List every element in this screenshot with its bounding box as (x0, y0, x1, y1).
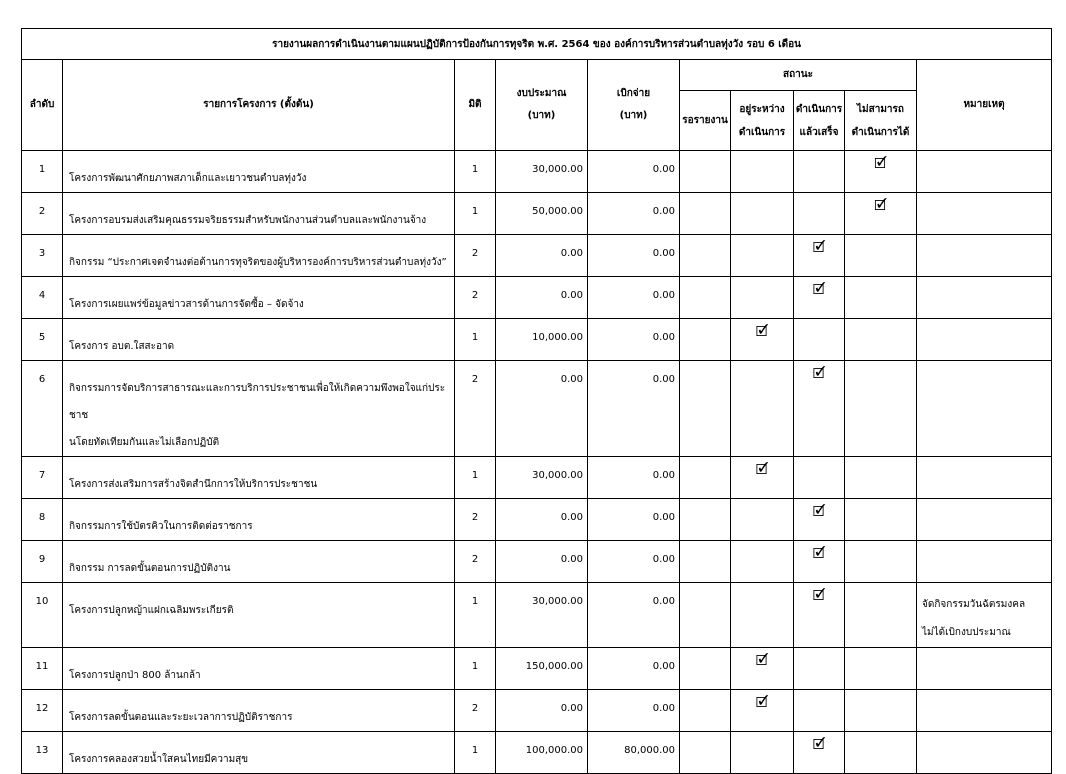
project-name-line1: โครงการเผยแพร่ข้อมูลข่าวสารด้านการจัดซื้อ – จัดจ้าง (69, 299, 304, 310)
status-pending-cell (680, 319, 731, 361)
budget-cell: 0.00 (496, 541, 588, 583)
dimension-cell: 1 (455, 193, 496, 235)
header-budget (496, 60, 588, 151)
checkbox-checked-icon: 🗹 (812, 282, 826, 298)
header-dimension: มิติ (455, 60, 496, 151)
table-row (22, 193, 1052, 235)
table-row (22, 732, 1052, 774)
status-unable-cell (845, 277, 917, 319)
project-name (63, 319, 455, 361)
budget-cell: 10,000.00 (496, 319, 588, 361)
status-inprogress-cell (731, 541, 794, 583)
status-pending-cell (680, 235, 731, 277)
status-done-cell (794, 193, 845, 235)
project-name-line2: นโดยทัดเทียมกันและไม่เลือกปฏิบัติ (69, 437, 220, 448)
project-name-line1: โครงการคลองสวยน้ำใสคนไทยมีความสุข (69, 754, 249, 765)
dimension-cell: 2 (455, 499, 496, 541)
header-status-pending: รอรายงาน (680, 91, 731, 151)
budget-cell: 0.00 (496, 499, 588, 541)
table-row (22, 319, 1052, 361)
status-done-cell (794, 648, 845, 690)
spent-cell: 0.00 (588, 235, 680, 277)
status-pending-cell (680, 541, 731, 583)
spent-cell: 0.00 (588, 583, 680, 648)
budget-cell: 0.00 (496, 277, 588, 319)
dimension-cell: 1 (455, 648, 496, 690)
status-pending-cell (680, 277, 731, 319)
status-done-cell (794, 541, 845, 583)
status-pending-cell (680, 690, 731, 732)
header-status: สถานะ (680, 60, 917, 91)
row-number: 9 (22, 541, 63, 583)
row-number: 2 (22, 193, 63, 235)
status-pending-cell (680, 732, 731, 774)
row-number: 7 (22, 457, 63, 499)
status-pending-cell (680, 499, 731, 541)
report-document (21, 28, 1052, 774)
remark-cell (917, 499, 1052, 541)
status-inprogress-cell (731, 457, 794, 499)
status-unable-cell (845, 193, 917, 235)
table-row (22, 583, 1052, 648)
project-name (63, 151, 455, 193)
spent-cell: 0.00 (588, 690, 680, 732)
header-status-inprogress-line2: ดำเนินการ (738, 126, 786, 138)
table-row (22, 457, 1052, 499)
spent-cell: 0.00 (588, 319, 680, 361)
project-name-line1: โครงการ อบต.ใสสะอาด (69, 341, 175, 352)
status-done-cell (794, 457, 845, 499)
header-status-done-line1: ดำเนินการ (795, 103, 843, 115)
status-done-cell (794, 732, 845, 774)
status-pending-cell (680, 648, 731, 690)
row-number: 13 (22, 732, 63, 774)
table-row (22, 541, 1052, 583)
row-number: 3 (22, 235, 63, 277)
project-name-line1: โครงการอบรมส่งเสริมคุณธรรมจริยธรรมสำหรับพนักงานส่วนตำบลและพนักงานจ้าง (69, 215, 427, 226)
row-number: 12 (22, 690, 63, 732)
remark-cell (917, 277, 1052, 319)
budget-cell: 0.00 (496, 235, 588, 277)
project-name-line1: กิจกรรมการใช้บัตรคิวในการติดต่อราชการ (69, 521, 253, 532)
project-name (63, 235, 455, 277)
project-name-line1: โครงการพัฒนาศักยภาพสภาเด็กและเยาวชนตำบลทุ่งวัง (69, 173, 307, 184)
header-spent-line1: เบิกจ่าย (616, 88, 651, 99)
table-row (22, 151, 1052, 193)
budget-cell: 150,000.00 (496, 648, 588, 690)
spent-cell: 0.00 (588, 457, 680, 499)
report-table (21, 28, 1052, 774)
header-remark: หมายเหตุ (917, 60, 1052, 151)
header-status-inprogress (731, 91, 794, 151)
checkbox-checked-icon: 🗹 (812, 240, 826, 256)
table-row (22, 235, 1052, 277)
status-done-cell (794, 277, 845, 319)
remark-cell (917, 319, 1052, 361)
remark-cell (917, 193, 1052, 235)
budget-cell: 30,000.00 (496, 457, 588, 499)
header-status-inprogress-line1: อยู่ระหว่าง (739, 103, 785, 115)
header-status-unable-line1: ไม่สามารถ (857, 103, 904, 115)
status-pending-cell (680, 193, 731, 235)
project-name (63, 277, 455, 319)
table-row (22, 648, 1052, 690)
project-name (63, 690, 455, 732)
spent-cell: 0.00 (588, 541, 680, 583)
status-unable-cell (845, 583, 917, 648)
project-name-line1: กิจกรรม “ประกาศเจตจำนงต่อต้านการทุจริตของผู้บริหารองค์การบริหารส่วนตำบลทุ่งวัง” (69, 257, 447, 268)
budget-cell: 30,000.00 (496, 151, 588, 193)
status-unable-cell (845, 151, 917, 193)
spent-cell: 0.00 (588, 193, 680, 235)
status-unable-cell (845, 361, 917, 457)
remark-cell (917, 732, 1052, 774)
header-status-done-line2: แล้วเสร็จ (799, 126, 839, 138)
project-name (63, 457, 455, 499)
header-status-unable (845, 91, 917, 151)
remark-line2: ไม่ได้เบิกงบประมาณ (922, 627, 1011, 638)
checkbox-checked-icon: 🗹 (755, 462, 769, 478)
header-no: ลำดับ (22, 60, 63, 151)
spent-cell: 0.00 (588, 648, 680, 690)
remark-line1: จัดกิจกรรมวันฉัตรมงคล (922, 599, 1026, 610)
project-name (63, 193, 455, 235)
spent-cell: 0.00 (588, 277, 680, 319)
remark-cell (917, 151, 1052, 193)
header-budget-line1: งบประมาณ (516, 88, 567, 99)
status-pending-cell (680, 151, 731, 193)
status-inprogress-cell (731, 583, 794, 648)
status-inprogress-cell (731, 361, 794, 457)
project-name (63, 583, 455, 648)
status-done-cell (794, 499, 845, 541)
row-number: 1 (22, 151, 63, 193)
table-row (22, 690, 1052, 732)
row-number: 5 (22, 319, 63, 361)
checkbox-checked-icon: 🗹 (812, 546, 826, 562)
status-inprogress-cell (731, 151, 794, 193)
project-name (63, 648, 455, 690)
row-number: 4 (22, 277, 63, 319)
checkbox-checked-icon: 🗹 (755, 653, 769, 669)
project-name (63, 732, 455, 774)
status-pending-cell (680, 361, 731, 457)
spent-cell: 0.00 (588, 151, 680, 193)
status-pending-cell (680, 457, 731, 499)
status-inprogress-cell (731, 648, 794, 690)
header-project: รายการโครงการ (ตั้งต้น) (63, 60, 455, 151)
status-done-cell (794, 151, 845, 193)
budget-cell: 0.00 (496, 690, 588, 732)
project-name-line1: กิจกรรมการจัดบริการสาธารณะและการบริการประชาชนเพื่อให้เกิดความพึงพอใจแก่ประชาช (69, 383, 446, 421)
dimension-cell: 1 (455, 732, 496, 774)
header-spent-line2: (บาท) (619, 110, 648, 121)
remark-cell (917, 583, 1052, 648)
spent-cell: 0.00 (588, 361, 680, 457)
status-inprogress-cell (731, 732, 794, 774)
row-number: 6 (22, 361, 63, 457)
table-row (22, 499, 1052, 541)
status-inprogress-cell (731, 499, 794, 541)
dimension-cell: 2 (455, 541, 496, 583)
status-inprogress-cell (731, 277, 794, 319)
table-body (22, 151, 1052, 774)
dimension-cell: 1 (455, 583, 496, 648)
table-row (22, 277, 1052, 319)
dimension-cell: 2 (455, 277, 496, 319)
project-name-line1: โครงการปลูกป่า 800 ล้านกล้า (69, 670, 201, 681)
status-inprogress-cell (731, 235, 794, 277)
checkbox-checked-icon: 🗹 (874, 198, 887, 214)
status-unable-cell (845, 319, 917, 361)
row-number: 8 (22, 499, 63, 541)
checkbox-checked-icon: 🗹 (812, 588, 826, 604)
project-name (63, 541, 455, 583)
dimension-cell: 1 (455, 319, 496, 361)
status-unable-cell (845, 235, 917, 277)
dimension-cell: 2 (455, 235, 496, 277)
project-name (63, 361, 455, 457)
status-inprogress-cell (731, 690, 794, 732)
row-number: 10 (22, 583, 63, 648)
status-done-cell (794, 361, 845, 457)
dimension-cell: 1 (455, 457, 496, 499)
dimension-cell: 2 (455, 361, 496, 457)
spent-cell: 0.00 (588, 499, 680, 541)
project-name (63, 499, 455, 541)
header-spent (588, 60, 680, 151)
budget-cell: 50,000.00 (496, 193, 588, 235)
status-done-cell (794, 235, 845, 277)
status-inprogress-cell (731, 319, 794, 361)
status-pending-cell (680, 583, 731, 648)
checkbox-checked-icon: 🗹 (755, 695, 769, 711)
header-status-unable-line2: ดำเนินการได้ (851, 126, 910, 138)
status-unable-cell (845, 457, 917, 499)
checkbox-checked-icon: 🗹 (755, 324, 769, 340)
budget-cell: 30,000.00 (496, 583, 588, 648)
header-status-done (794, 91, 845, 151)
remark-cell (917, 541, 1052, 583)
project-name-line1: โครงการปลูกหญ้าแฝกเฉลิมพระเกียรติ (69, 605, 234, 616)
status-unable-cell (845, 732, 917, 774)
row-number: 11 (22, 648, 63, 690)
status-done-cell (794, 690, 845, 732)
header-budget-line2: (บาท) (527, 110, 556, 121)
status-done-cell (794, 319, 845, 361)
project-name-line1: โครงการส่งเสริมการสร้างจิตสำนึกการให้บริการประชาชน (69, 479, 318, 490)
project-name-line1: โครงการลดขั้นตอนและระยะเวลาการปฏิบัติราชการ (69, 712, 293, 723)
project-name-line1: กิจกรรม การลดขั้นตอนการปฏิบัติงาน (69, 563, 231, 574)
dimension-cell: 1 (455, 151, 496, 193)
status-unable-cell (845, 690, 917, 732)
status-done-cell (794, 583, 845, 648)
remark-cell (917, 648, 1052, 690)
checkbox-checked-icon: 🗹 (812, 737, 826, 753)
remark-cell (917, 235, 1052, 277)
status-inprogress-cell (731, 193, 794, 235)
remark-cell (917, 457, 1052, 499)
remark-cell (917, 361, 1052, 457)
checkbox-checked-icon: 🗹 (874, 156, 887, 172)
status-unable-cell (845, 541, 917, 583)
checkbox-checked-icon: 🗹 (812, 366, 826, 382)
table-row (22, 361, 1052, 457)
remark-cell (917, 690, 1052, 732)
status-unable-cell (845, 499, 917, 541)
budget-cell: 100,000.00 (496, 732, 588, 774)
report-title: รายงานผลการดำเนินงานตามแผนปฏิบัติการป้องกันการทุจริต พ.ศ. 2564 ของ องค์การบริหารส่วนตำบลทุ่งวัง รอบ 6 เดือน (22, 29, 1052, 60)
spent-cell: 80,000.00 (588, 732, 680, 774)
budget-cell: 0.00 (496, 361, 588, 457)
dimension-cell: 2 (455, 690, 496, 732)
status-unable-cell (845, 648, 917, 690)
checkbox-checked-icon: 🗹 (812, 504, 826, 520)
